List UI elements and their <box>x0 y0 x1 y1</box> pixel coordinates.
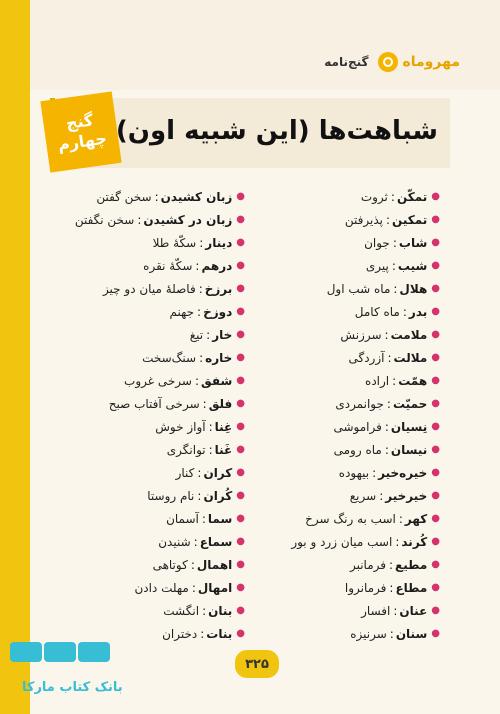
bullet-icon: ● <box>236 191 245 202</box>
colon: : <box>390 189 395 204</box>
entry-term: حمیّت <box>392 396 428 411</box>
glossary-entry <box>60 300 245 323</box>
glossary-entry <box>255 392 440 415</box>
colon: : <box>384 327 389 342</box>
entry-term: بنات <box>206 626 233 641</box>
entry-term: بنان <box>208 603 233 618</box>
entry-term: سنان <box>395 626 428 641</box>
section-badge <box>40 91 121 172</box>
bullet-icon: ● <box>431 191 440 202</box>
bullet-icon: ● <box>431 467 440 478</box>
glossary-entry <box>255 484 440 507</box>
badge-line2: چهارم <box>56 128 108 155</box>
bullet-icon: ● <box>431 329 440 340</box>
glossary-entry <box>60 323 245 346</box>
colon: : <box>208 419 213 434</box>
bullet-icon: ● <box>236 467 245 478</box>
glossary-entry <box>60 185 245 208</box>
entry-definition: سخن نگفتن <box>74 212 135 227</box>
glossary-entry <box>60 392 245 415</box>
watermark-logo <box>10 642 123 695</box>
colon: : <box>402 304 407 319</box>
glossary-entry <box>255 461 440 484</box>
glossary-entry <box>60 208 245 231</box>
entry-definition: کنار <box>175 465 195 480</box>
colon: : <box>202 603 207 618</box>
brand <box>378 52 460 72</box>
glossary-entry <box>60 530 245 553</box>
glossary-entry <box>60 277 245 300</box>
entry-definition: اراده <box>365 373 390 388</box>
entry-term: شیب <box>397 258 428 273</box>
entry-term: دوزخ <box>203 304 233 319</box>
entry-term: فلق <box>208 396 233 411</box>
entry-definition: افسار <box>361 603 391 618</box>
colon: : <box>191 580 196 595</box>
entry-definition: اسب به رنگ سرخ <box>305 511 396 526</box>
glossary-entry <box>255 369 440 392</box>
entry-term: غَنا <box>214 442 233 457</box>
bullet-icon: ● <box>431 306 440 317</box>
entry-definition: سرخی آفتاب صبح <box>108 396 200 411</box>
bullet-icon: ● <box>431 628 440 639</box>
watermark-bar-icon <box>10 642 42 662</box>
entry-definition: جوان <box>364 235 390 250</box>
bullet-icon: ● <box>431 513 440 524</box>
colon: : <box>391 258 396 273</box>
colon: : <box>190 557 195 572</box>
entry-definition: نام روستا <box>147 488 195 503</box>
entry-term: کُرند <box>401 534 428 549</box>
glossary-entry <box>255 300 440 323</box>
entry-term: کُران <box>203 488 233 503</box>
entry-definition: ثروت <box>360 189 388 204</box>
glossary-entry <box>60 231 245 254</box>
glossary-entry <box>60 576 245 599</box>
glossary-entry <box>60 438 245 461</box>
glossary-entry <box>255 254 440 277</box>
glossary-entry <box>255 599 440 622</box>
bullet-icon: ● <box>431 352 440 363</box>
colon: : <box>398 511 403 526</box>
entry-term: بدر <box>408 304 428 319</box>
colon: : <box>386 396 391 411</box>
entry-definition: توانگری <box>166 442 206 457</box>
bullet-icon: ● <box>431 605 440 616</box>
entry-definition: پیری <box>365 258 389 273</box>
bullet-icon: ● <box>236 375 245 386</box>
glossary-entry <box>60 553 245 576</box>
bullet-icon: ● <box>236 283 245 294</box>
glossary-entry <box>255 530 440 553</box>
entry-term: درهم <box>201 258 233 273</box>
glossary-entry <box>255 622 440 645</box>
entry-definition: جهنم <box>169 304 195 319</box>
colon: : <box>395 534 400 549</box>
page-title: شباهت‌ها (این شبیه اون) <box>115 116 438 146</box>
entry-term: عنان <box>399 603 428 618</box>
colon: : <box>384 419 389 434</box>
colon: : <box>197 304 202 319</box>
entry-definition: تیغ <box>189 327 204 342</box>
entry-term: امهال <box>197 580 233 595</box>
book-label: گنج‌نامه <box>324 55 369 69</box>
bullet-icon: ● <box>431 536 440 547</box>
glossary-entry <box>255 415 440 438</box>
entry-definition: ماه رومی <box>333 442 382 457</box>
entry-term: برزخ <box>204 281 233 296</box>
glossary-entry <box>255 185 440 208</box>
entry-term: خیرخیر <box>385 488 428 503</box>
colon: : <box>198 281 203 296</box>
bullet-icon: ● <box>431 283 440 294</box>
glossary-entry <box>255 576 440 599</box>
colon: : <box>137 212 142 227</box>
bullet-icon: ● <box>431 490 440 501</box>
entry-definition: پذیرفتن <box>344 212 383 227</box>
entry-definition: فرمانبر <box>349 557 386 572</box>
colon: : <box>200 626 205 641</box>
entry-definition: آواز خوش <box>155 419 206 434</box>
bullet-icon: ● <box>236 329 245 340</box>
colon: : <box>387 350 392 365</box>
entry-term: کهر <box>404 511 428 526</box>
entry-definition: آسمان <box>166 511 199 526</box>
colon: : <box>199 350 204 365</box>
bullet-icon: ● <box>431 375 440 386</box>
entry-term: زبان در کشیدن <box>143 212 233 227</box>
entry-definition: سریع <box>349 488 377 503</box>
entry-definition: سکّهٔ نقره <box>143 258 193 273</box>
entry-definition: مهلت دادن <box>134 580 189 595</box>
entry-term: دینار <box>205 235 233 250</box>
entry-definition: سرنیزه <box>350 626 387 641</box>
glossary-entry <box>60 507 245 530</box>
entry-term: خاره <box>205 350 233 365</box>
colon: : <box>195 258 200 273</box>
bullet-icon: ● <box>236 559 245 570</box>
bullet-icon: ● <box>236 306 245 317</box>
colon: : <box>379 488 384 503</box>
entry-term: شفق <box>201 373 233 388</box>
entry-term: کران <box>203 465 233 480</box>
entry-term: تمکین <box>392 212 428 227</box>
colon: : <box>208 442 213 457</box>
yellow-sidebar <box>0 0 30 714</box>
entry-term: شاب <box>398 235 428 250</box>
bullet-icon: ● <box>236 582 245 593</box>
colon: : <box>384 442 389 457</box>
bullet-icon: ● <box>431 214 440 225</box>
entry-definition: جوانمردی <box>335 396 384 411</box>
entry-definition: سخن گفتن <box>96 189 152 204</box>
bullet-icon: ● <box>236 628 245 639</box>
page-number: ۳۲۵ <box>235 650 279 678</box>
colon: : <box>389 557 394 572</box>
entry-definition: ماه شب اول <box>326 281 391 296</box>
entry-definition: فرمانروا <box>344 580 387 595</box>
brand-logo-icon <box>378 52 398 72</box>
entry-definition: آزردگی <box>348 350 385 365</box>
entry-term: اهمال <box>196 557 233 572</box>
bullet-icon: ● <box>236 398 245 409</box>
entry-term: ملالت <box>393 350 428 365</box>
entry-definition: سرخی غروب <box>124 373 192 388</box>
bullet-icon: ● <box>236 444 245 455</box>
entry-term: سما <box>207 511 233 526</box>
colon: : <box>385 212 391 227</box>
glossary-entry <box>60 346 245 369</box>
watermark-text: بانک کتاب مارکا <box>22 680 123 695</box>
glossary-entry <box>255 277 440 300</box>
bullet-icon: ● <box>236 214 245 225</box>
entry-term: مطاع <box>395 580 428 595</box>
glossary-entry <box>60 461 245 484</box>
glossary-entry <box>60 599 245 622</box>
bullet-icon: ● <box>236 605 245 616</box>
bullet-icon: ● <box>236 536 245 547</box>
book-header <box>80 45 460 79</box>
colon: : <box>393 603 398 618</box>
entry-term: مطیع <box>395 557 428 572</box>
entry-definition: انگشت <box>163 603 200 618</box>
colon: : <box>393 281 398 296</box>
colon: : <box>197 465 202 480</box>
bullet-icon: ● <box>431 260 440 271</box>
colon: : <box>193 534 198 549</box>
brand-name: مهروماه <box>402 54 460 70</box>
glossary-entry <box>255 507 440 530</box>
bullet-icon: ● <box>236 421 245 432</box>
entry-definition: دختران <box>162 626 198 641</box>
entry-term: نیسان <box>390 442 428 457</box>
bullet-icon: ● <box>236 490 245 501</box>
bullet-icon: ● <box>431 559 440 570</box>
glossary-entry <box>255 553 440 576</box>
entries <box>60 185 440 645</box>
glossary-entry <box>60 254 245 277</box>
glossary-entry <box>255 323 440 346</box>
entry-definition: سرزنش <box>340 327 382 342</box>
colon: : <box>392 373 397 388</box>
right-column <box>255 185 440 645</box>
colon: : <box>154 189 159 204</box>
entry-term: خیره‌خیر <box>378 465 428 480</box>
entry-definition: کوتاهی <box>152 557 188 572</box>
entry-definition: سکّهٔ طلا <box>152 235 197 250</box>
watermark-bar-icon <box>44 642 76 662</box>
colon: : <box>199 235 204 250</box>
bullet-icon: ● <box>431 444 440 455</box>
entry-term: هلال <box>399 281 428 296</box>
watermark-bar-icon <box>78 642 110 662</box>
entry-definition: فراموشی <box>333 419 382 434</box>
glossary-entry <box>60 415 245 438</box>
glossary-entry <box>255 208 440 231</box>
bullet-icon: ● <box>236 513 245 524</box>
left-column <box>60 185 245 645</box>
entry-definition: بیهوده <box>338 465 370 480</box>
entry-term: تمکّن <box>396 189 428 204</box>
colon: : <box>194 373 199 388</box>
bullet-icon: ● <box>431 421 440 432</box>
colon: : <box>392 235 397 250</box>
entry-definition: سنگ‌سخت <box>142 350 197 365</box>
entry-definition: شنیدن <box>158 534 191 549</box>
colon: : <box>202 396 207 411</box>
entry-term: زبان کشیدن <box>160 189 233 204</box>
bullet-icon: ● <box>236 237 245 248</box>
entry-term: سماع <box>199 534 233 549</box>
colon: : <box>389 626 394 641</box>
glossary-entry <box>60 369 245 392</box>
glossary-entry <box>60 484 245 507</box>
badge-line1: گنج <box>64 110 95 133</box>
entry-definition: ماه کامل <box>354 304 400 319</box>
colon: : <box>372 465 377 480</box>
colon: : <box>201 511 206 526</box>
entry-term: غِنا <box>214 419 233 434</box>
entry-definition: اسب میان زرد و بور <box>291 534 393 549</box>
bullet-icon: ● <box>236 352 245 363</box>
colon: : <box>206 327 211 342</box>
entry-term: ملامت <box>390 327 428 342</box>
bullet-icon: ● <box>431 398 440 409</box>
bullet-icon: ● <box>236 260 245 271</box>
entry-definition: فاصلهٔ میان دو چیز <box>102 281 196 296</box>
glossary-entry <box>255 346 440 369</box>
glossary-entry <box>255 438 440 461</box>
glossary-entry <box>255 231 440 254</box>
entry-term: خار <box>212 327 233 342</box>
bullet-icon: ● <box>431 237 440 248</box>
entry-term: نِسیان <box>390 419 428 434</box>
colon: : <box>197 488 202 503</box>
bullet-icon: ● <box>431 582 440 593</box>
entry-term: همّت <box>398 373 428 388</box>
colon: : <box>389 580 394 595</box>
